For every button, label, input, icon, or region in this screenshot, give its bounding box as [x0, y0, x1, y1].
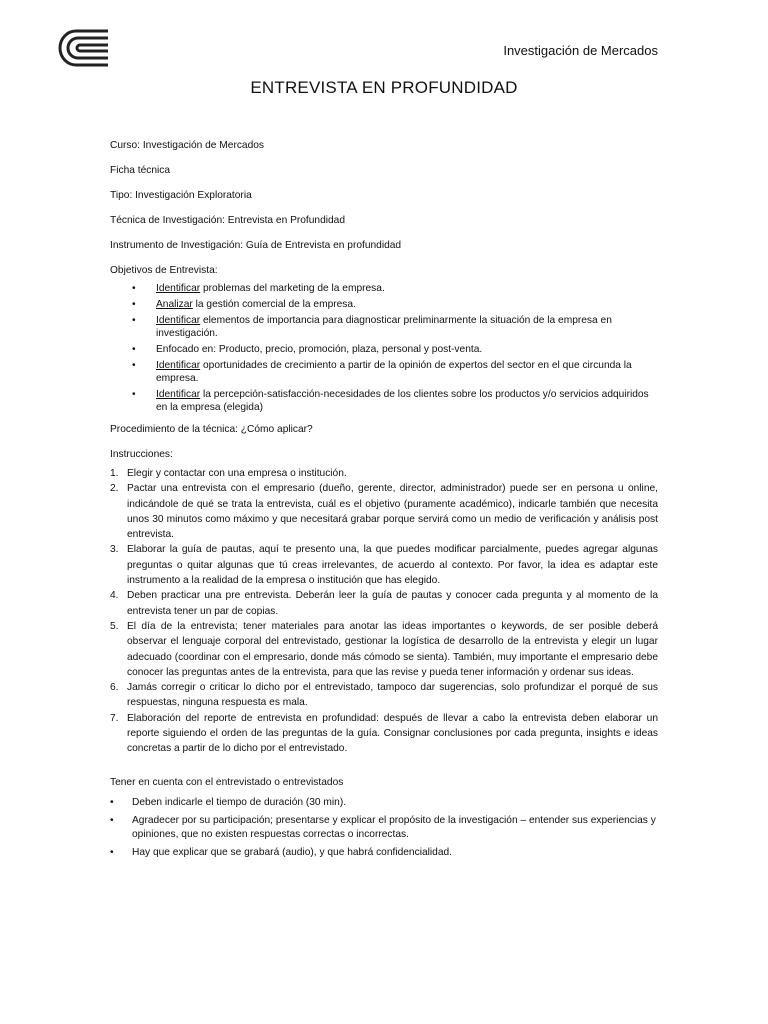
- item-text: Deben practicar una pre entrevista. Deberán leer la guía de pautas y conocer cada pregunta y al momento de la entrevista tener un par de copias.: [127, 590, 658, 617]
- item-text: Pactar una entrevista con el empresario (dueño, gerente, director, administrador) puede ser en persona u online, indicándole de qué se trata la entrevista, cuál es el objetivo (puramente académico), indicarle también que necesita unos 30 minutos como máximo y que necesitará grabar porque servirá como un medio de verificación y análisis post entrevista.: [127, 483, 658, 541]
- objective-verb: Identificar: [156, 283, 201, 294]
- bullet: •: [132, 299, 136, 310]
- considerations-heading: Tener en cuenta con el entrevistado o entrevistados: [110, 776, 344, 788]
- item-number: 3.: [110, 544, 119, 556]
- item-text: Agradecer por su participación; presentarse y explicar el propósito de la investigación – entender sus experiencias y opiniones, que no existen respuestas correctas o incorrectas.: [132, 814, 656, 840]
- objective-text: la gestión comercial de la empresa.: [192, 299, 356, 310]
- considerations-list: [110, 796, 658, 860]
- objective-text: problemas del marketing de la empresa.: [200, 283, 385, 294]
- item-number: 6.: [110, 682, 119, 694]
- list-item: [110, 481, 658, 542]
- document-body: [110, 138, 658, 864]
- list-item: [110, 343, 658, 356]
- bullet: •: [110, 814, 114, 826]
- list-item: [110, 298, 658, 311]
- objective-verb: Analizar: [156, 299, 193, 310]
- list-item: [110, 796, 658, 810]
- objective-text: la percepción-satisfacción-necesidades de los clientes sobre los productos y/o servicios adquiridos en la empresa (elegida): [156, 389, 649, 413]
- objective-text: oportunidades de crecimiento a partir de la opinión de expertos del sector en el que circunda la empresa.: [156, 360, 632, 384]
- item-number: 2.: [110, 483, 119, 495]
- bullet: •: [132, 315, 136, 326]
- objectives-heading: Objetivos de Entrevista:: [110, 265, 218, 276]
- objective-verb: Identificar: [156, 389, 201, 400]
- bullet: •: [110, 846, 114, 858]
- item-number: 5.: [110, 620, 119, 632]
- list-item: [110, 466, 658, 481]
- objective-verb: Identificar: [156, 315, 201, 326]
- field-curso: Curso: Investigación de Mercados: [110, 140, 265, 151]
- item-text: Hay que explicar que se grabará (audio), y que habrá confidencialidad.: [132, 846, 452, 858]
- page-title: ENTREVISTA EN PROFUNDIDAD: [250, 78, 518, 97]
- field-tipo: Tipo: Investigación Exploratoria: [110, 190, 252, 201]
- item-number: 7.: [110, 712, 119, 724]
- list-item: [110, 359, 658, 385]
- field-instrumento: Instrumento de Investigación: Guía de Entrevista en profundidad: [110, 240, 402, 251]
- bullet: •: [132, 360, 136, 371]
- objectives-list: [110, 282, 658, 414]
- bullet: •: [110, 796, 114, 808]
- bullet: •: [132, 283, 136, 294]
- bullet: •: [132, 344, 136, 355]
- field-tecnica: Técnica de Investigación: Entrevista en Profundidad: [110, 215, 346, 226]
- list-item: [110, 588, 658, 619]
- bullet: •: [132, 389, 136, 400]
- field-ficha: Ficha técnica: [110, 165, 171, 176]
- list-item: [110, 542, 658, 588]
- item-number: 4.: [110, 590, 119, 602]
- institution-logo-icon: [58, 28, 110, 68]
- list-item: [110, 680, 658, 711]
- procedure-heading: Procedimiento de la técnica: ¿Cómo aplicar?: [110, 424, 313, 435]
- objective-text: Enfocado en: Producto, precio, promoción, plaza, personal y post-venta.: [156, 344, 483, 355]
- item-number: 1.: [110, 468, 119, 479]
- list-item: [110, 314, 658, 340]
- item-text: Jamás corregir o criticar lo dicho por el entrevistado, tampoco dar sugerencias, solo profundizar el porqué de sus respuestas, ninguna respuesta es mala.: [127, 682, 658, 709]
- item-text: Deben indicarle el tiempo de duración (30 min).: [132, 796, 347, 808]
- list-item: [110, 388, 658, 414]
- list-item: [110, 711, 658, 757]
- list-item: [110, 619, 658, 680]
- item-text: El día de la entrevista; tener materiales para anotar las ideas importantes o keywords, de ser posible deberá observar el lenguaje corporal del entrevistado, gestionar la logística de desarrollo de la entrevista y elegir un lugar adecuado (coordinar con el empresario, donde más cómodo se sienta). También, muy importante el empresario debe conocer las preguntas antes de la entrevista, para que las revise y pueda tener información y ordenar sus ideas.: [127, 620, 658, 678]
- header-course-name: Investigación de Mercados: [503, 43, 658, 58]
- objective-text: elementos de importancia para diagnosticar preliminarmente la situación de la empresa en investigación.: [156, 315, 612, 339]
- list-item: [110, 282, 658, 295]
- list-item: [110, 814, 658, 842]
- item-text: Elaborar la guía de pautas, aquí te presento una, la que puedes modificar parcialmente, puedes agregar algunas preguntas o quitar algunas que tú creas irrelevantes, de acuerdo al contexto. Por favor, la idea es adaptar este instrumento a la realidad de la empresa o institución que has elegido.: [127, 544, 658, 587]
- item-text: Elegir y contactar con una empresa o institución.: [127, 468, 347, 479]
- objective-verb: Identificar: [156, 360, 201, 371]
- instructions-list: [110, 466, 658, 757]
- instructions-heading: Instrucciones:: [110, 449, 173, 460]
- list-item: [110, 846, 658, 860]
- item-text: Elaboración del reporte de entrevista en profundidad: después de llevar a cabo la entrevista deben elaborar un reporte siguiendo el orden de las preguntas de la guía. Consignar conclusiones por cada pregunta, insights e ideas concretas a partir de lo dicho por el entrevistado.: [127, 712, 658, 755]
